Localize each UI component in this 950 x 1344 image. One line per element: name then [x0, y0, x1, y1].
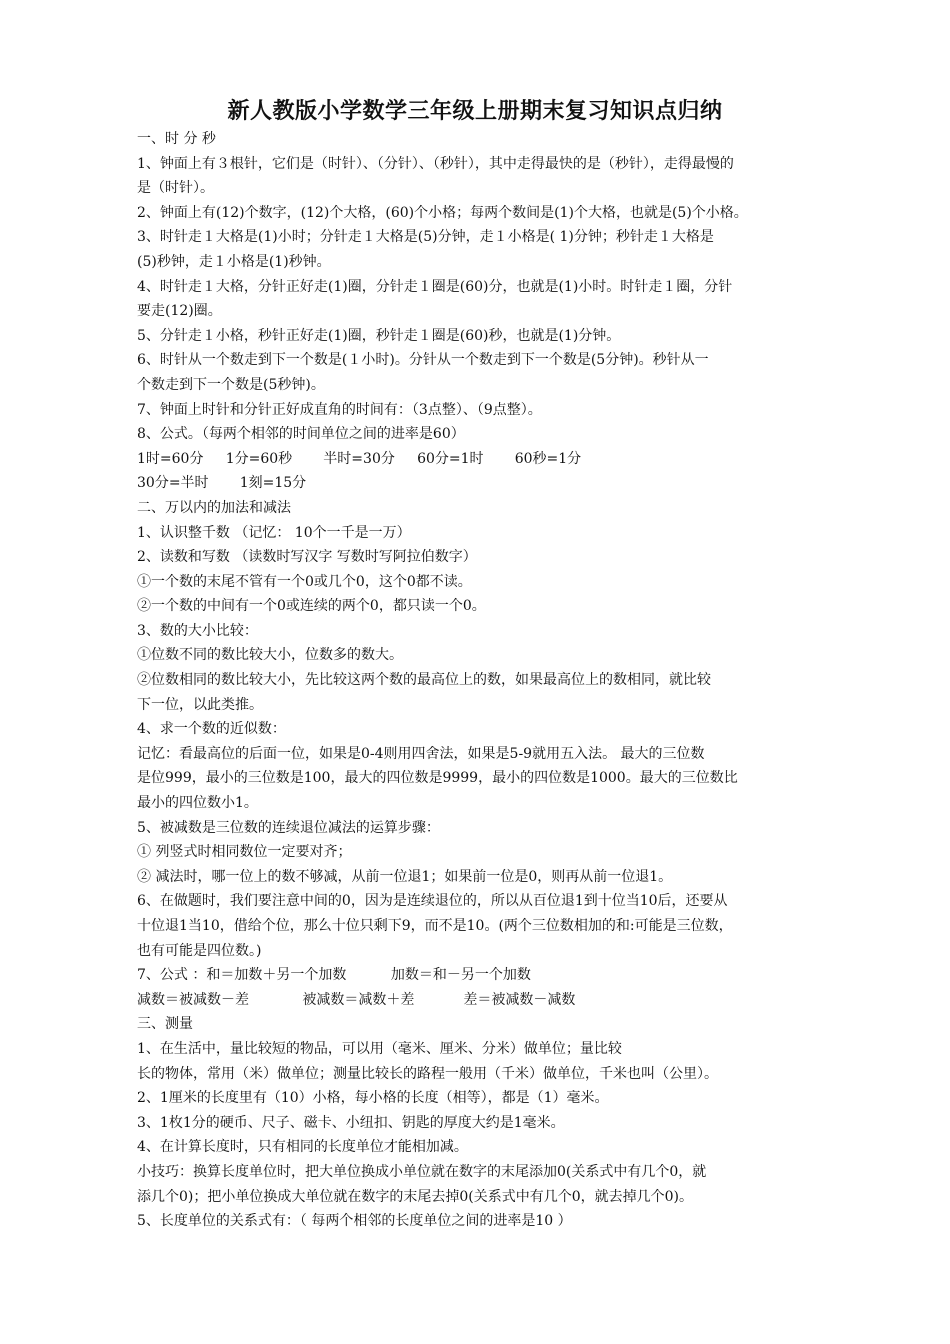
text-line: 一、时 分 秒: [137, 131, 216, 147]
text-line: 5、被减数是三位数的连续退位减法的运算步骤：: [137, 819, 440, 836]
text-line: 5、长度单位的关系式有：（ 每两个相邻的长度单位之间的进率是10 ）: [137, 1213, 572, 1230]
text-line: 三、测量: [137, 1016, 193, 1033]
text-line: 长的物体，常用（米）做单位；测量比较长的路程一般用（千米）做单位，千米也叫（公里）。: [137, 1065, 718, 1082]
text-line: 最小的四位数小1。: [137, 795, 258, 812]
text-line: 也有可能是四位数。): [137, 942, 262, 959]
text-line: 减数＝被减数－差 被减数＝减数＋差 差＝被减数－减数: [137, 991, 576, 1008]
text-line: ①一个数的末尾不管有一个0或几个0，这个0都不读。: [137, 573, 472, 590]
text-line: 小技巧：换算长度单位时，把大单位换成小单位就在数字的末尾添加0(关系式中有几个0，就: [137, 1163, 707, 1180]
text-line: 是位999，最小的三位数是100，最大的四位数是9999，最小的四位数是1000。最大的三位数比: [137, 770, 738, 787]
text-line: (5)秒钟，走１小格是(1)秒钟。: [137, 253, 331, 270]
document-title: 新人教版小学数学三年级上册期末复习知识点归纳: [227, 98, 723, 124]
text-line: 8、公式。（每两个相邻的时间单位之间的进率是60）: [137, 426, 465, 443]
text-line: 3、时针走１大格是(1)小时；分针走１大格是(5)分钟，走１小格是( 1)分钟；秒针走１大格是: [137, 229, 714, 246]
text-line: 30分=半时 1刻=15分: [137, 475, 307, 492]
text-line: ② 减法时，哪一位上的数不够减，从前一位退1；如果前一位是0，则再从前一位退1。: [137, 868, 673, 885]
text-line: 7、钟面上时针和分针正好成直角的时间有：（3点整）、（9点整）。: [137, 401, 542, 418]
document-body: [137, 127, 827, 1234]
text-line: 添几个0)；把小单位换成大单位就在数字的末尾去掉0(关系式中有几个0，就去掉几个0)。: [137, 1188, 694, 1205]
text-line: 6、时针从一个数走到下一个数是(１小时)。分针从一个数走到下一个数是(5分钟)。秒针从一: [137, 352, 709, 369]
text-line: 3、1枚1分的硬币、尺子、磁卡、小纽扣、钥匙的厚度大约是1毫米。: [137, 1114, 565, 1131]
text-line: 4、求一个数的近似数：: [137, 721, 286, 738]
text-line: 6、在做题时，我们要注意中间的0，因为是连续退位的，所以从百位退1到十位当10后，还要从: [137, 893, 728, 910]
text-line: 二、万以内的加法和减法: [137, 499, 291, 516]
text-line: 下一位，以此类推。: [137, 696, 263, 713]
text-line: 7、公式 ：和＝加数＋另一个加数 加数＝和－另一个加数: [137, 967, 531, 984]
text-line: 1、钟面上有３根针，它们是（时针）、（分针）、（秒针），其中走得最快的是（秒针），走得最慢的: [137, 155, 734, 172]
text-line: 1、认识整千数 （记忆： 10个一千是一万）: [137, 524, 411, 541]
text-line: 2、钟面上有(12)个数字，(12)个大格，(60)个小格；每两个数间是(1)个大格，也就是(5)个小格。: [137, 204, 748, 221]
text-line: 个数走到下一个数是(5秒钟)。: [137, 376, 325, 393]
text-line: ②位数相同的数比较大小，先比较这两个数的最高位上的数，如果最高位上的数相同，就比较: [137, 672, 711, 689]
text-line: 2、1厘米的长度里有（10）小格，每小格的长度（相等），都是（1）毫米。: [137, 1090, 609, 1107]
text-line: 4、在计算长度时，只有相同的长度单位才能相加减。: [137, 1139, 468, 1156]
text-line: 3、数的大小比较：: [137, 622, 258, 639]
text-line: 1、在生活中，量比较短的物品，可以用（毫米、厘米、分米）做单位；量比较: [137, 1040, 622, 1057]
text-line: 记忆：看最高位的后面一位，如果是0-4则用四舍法，如果是5-9就用五入法。 最大的三位数: [137, 745, 705, 762]
text-line: 2、读数和写数 （读数时写汉字 写数时写阿拉伯数字）: [137, 549, 477, 566]
text-line: 是（时针）。: [137, 180, 214, 197]
text-line: 1时=60分 1分=60秒 半时=30分 60分=1时 60秒=1分: [137, 450, 582, 467]
text-line: ①位数不同的数比较大小，位数多的数大。: [137, 647, 403, 664]
text-line: 十位退1当10，借给个位，那么十位只剩下9，而不是10。(两个三位数相加的和:可能是三位数，: [137, 918, 733, 934]
text-line: ②一个数的中间有一个0或连续的两个0，都只读一个0。: [137, 598, 486, 615]
text-line: 4、时针走１大格，分针正好走(1)圈，分针走１圈是(60)分，也就是(1)小时。时针走１圈，分针: [137, 278, 733, 295]
text-line: 5、分针走１小格，秒针正好走(1)圈，秒针走１圈是(60)秒，也就是(1)分钟。: [137, 327, 621, 344]
text-line: ① 列竖式时相同数位一定要对齐；: [137, 844, 352, 861]
text-line: 要走(12)圈。: [137, 303, 222, 320]
